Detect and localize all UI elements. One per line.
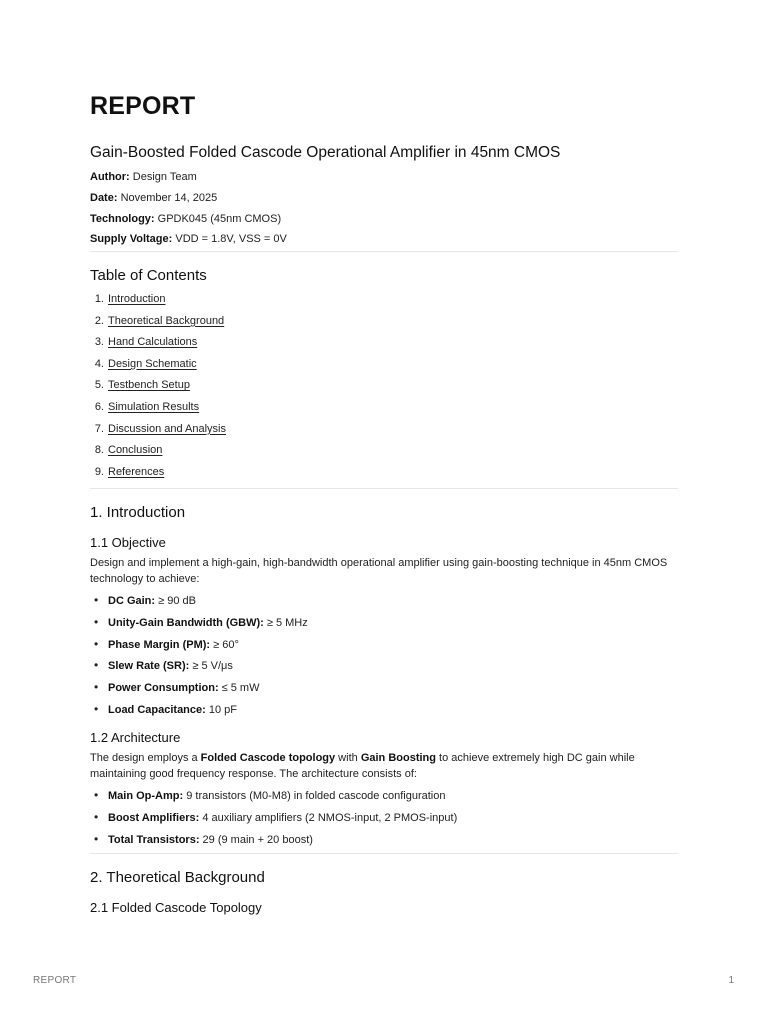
footer-document-name: REPORT xyxy=(33,975,77,986)
toc-item xyxy=(90,332,226,354)
toc-link-testbench-setup[interactable]: Testbench Setup xyxy=(108,379,190,392)
meta-value: VDD = 1.8V, VSS = 0V xyxy=(172,233,287,246)
bullet-icon: • xyxy=(94,636,99,651)
spec-label: Slew Rate (SR): xyxy=(108,660,190,673)
toc-item xyxy=(90,419,226,441)
subsection-heading-architecture: 1.2 Architecture xyxy=(90,730,181,745)
toc-item xyxy=(90,289,226,311)
objective-spec-list xyxy=(90,590,308,721)
architecture-item-total-transistors xyxy=(90,829,457,851)
section-divider xyxy=(90,853,678,854)
toc-link-discussion-and-analysis[interactable]: Discussion and Analysis xyxy=(108,422,227,435)
bullet-icon: • xyxy=(94,809,99,824)
footer-page-number: 1 xyxy=(728,975,734,986)
architecture-list xyxy=(90,785,457,850)
meta-technology xyxy=(90,209,678,230)
spec-item-phase-margin xyxy=(90,634,308,656)
document-subtitle: Gain-Boosted Folded Cascode Operational Amplifier in 45nm CMOS xyxy=(90,144,561,161)
subsection-heading-folded-cascode: 2.1 Folded Cascode Topology xyxy=(90,900,262,915)
toc-item xyxy=(90,354,226,376)
meta-supply-voltage xyxy=(90,229,678,250)
architecture-text: to achieve extremely high DC gain while maintaining good frequency response. The architecture consists of: xyxy=(90,752,635,780)
toc-link-theoretical-background[interactable]: Theoretical Background xyxy=(108,314,225,327)
objective-paragraph: Design and implement a high-gain, high-bandwidth operational amplifier using gain-boosting technique in 45nm CMOS technology to achieve: xyxy=(90,557,668,585)
section-divider xyxy=(90,488,678,489)
spec-item-dc-gain xyxy=(90,590,308,612)
architecture-text: The design employs a xyxy=(90,752,201,764)
toc-item xyxy=(90,440,226,462)
spec-value: ≤ 5 mW xyxy=(218,682,260,695)
toc-number: 1. xyxy=(94,293,104,305)
architecture-paragraph xyxy=(90,751,678,782)
toc-link-design-schematic[interactable]: Design Schematic xyxy=(108,357,197,370)
section-heading-introduction: 1. Introduction xyxy=(90,504,186,521)
toc-link-references[interactable]: References xyxy=(108,465,165,478)
architecture-item-label: Total Transistors: xyxy=(108,833,200,846)
meta-author xyxy=(90,167,678,188)
bullet-icon: • xyxy=(94,701,99,716)
bullet-icon: • xyxy=(94,658,99,673)
spec-item-slew-rate xyxy=(90,655,308,677)
meta-value: Design Team xyxy=(129,171,197,183)
meta-label: Supply Voltage: xyxy=(90,233,173,246)
meta-value: GPDK045 (45nm CMOS) xyxy=(154,212,282,225)
toc-number: 2. xyxy=(94,314,104,327)
subsection-heading-objective: 1.1 Objective xyxy=(90,535,166,550)
spec-item-load-capacitance xyxy=(90,699,308,721)
toc-heading: Table of Contents xyxy=(90,267,207,284)
toc-number: 5. xyxy=(94,379,104,392)
spec-value: ≥ 5 MHz xyxy=(263,616,308,629)
meta-label: Author: xyxy=(90,171,130,183)
spec-value: ≥ 5 V/μs xyxy=(189,660,233,673)
spec-item-power xyxy=(90,677,308,699)
document-meta xyxy=(90,167,678,250)
toc-item xyxy=(90,375,226,397)
architecture-item-boost-amplifiers xyxy=(90,807,457,829)
architecture-item-value: 29 (9 main + 20 boost) xyxy=(199,833,313,846)
architecture-item-label: Boost Amplifiers: xyxy=(108,811,200,824)
bullet-icon: • xyxy=(94,680,99,695)
architecture-item-value: 4 auxiliary amplifiers (2 NMOS-input, 2 PMOS-input) xyxy=(199,811,458,824)
meta-label: Technology: xyxy=(90,212,155,225)
meta-label: Date: xyxy=(90,191,118,204)
table-of-contents xyxy=(90,289,226,483)
spec-value: ≥ 60° xyxy=(210,638,239,651)
toc-number: 4. xyxy=(94,357,104,370)
architecture-emphasis: Gain Boosting xyxy=(360,752,436,764)
toc-link-simulation-results[interactable]: Simulation Results xyxy=(108,400,200,413)
spec-label: DC Gain: xyxy=(108,595,156,607)
spec-value: ≥ 90 dB xyxy=(155,595,196,607)
architecture-emphasis: Folded Cascode topology xyxy=(200,752,336,764)
toc-number: 7. xyxy=(94,422,104,435)
bullet-icon: • xyxy=(94,831,99,846)
architecture-item-label: Main Op-Amp: xyxy=(108,790,184,802)
meta-date xyxy=(90,188,678,209)
meta-value: November 14, 2025 xyxy=(117,191,218,204)
section-heading-theoretical-background: 2. Theoretical Background xyxy=(90,869,265,886)
toc-number: 6. xyxy=(94,400,104,413)
bullet-icon: • xyxy=(94,614,99,629)
toc-number: 8. xyxy=(94,444,104,457)
spec-value: 10 pF xyxy=(205,703,237,716)
bullet-icon: • xyxy=(94,593,99,607)
toc-item xyxy=(90,397,226,419)
section-divider xyxy=(90,251,678,252)
toc-number: 3. xyxy=(94,336,104,349)
toc-item xyxy=(90,311,226,333)
toc-link-conclusion[interactable]: Conclusion xyxy=(108,444,163,457)
bullet-icon: • xyxy=(94,788,99,802)
architecture-item-value: 9 transistors (M0-M8) in folded cascode configuration xyxy=(183,790,446,802)
toc-number: 9. xyxy=(94,465,104,478)
spec-label: Power Consumption: xyxy=(108,682,219,695)
toc-item xyxy=(90,462,226,484)
architecture-item-main-op-amp xyxy=(90,785,457,807)
architecture-text: with xyxy=(335,752,361,764)
toc-link-introduction[interactable]: Introduction xyxy=(108,293,166,305)
toc-link-hand-calculations[interactable]: Hand Calculations xyxy=(108,336,198,349)
spec-label: Load Capacitance: xyxy=(108,703,206,716)
spec-label: Phase Margin (PM): xyxy=(108,638,211,651)
document-title: REPORT xyxy=(90,92,196,120)
spec-label: Unity-Gain Bandwidth (GBW): xyxy=(108,616,264,629)
spec-item-gbw xyxy=(90,612,308,634)
